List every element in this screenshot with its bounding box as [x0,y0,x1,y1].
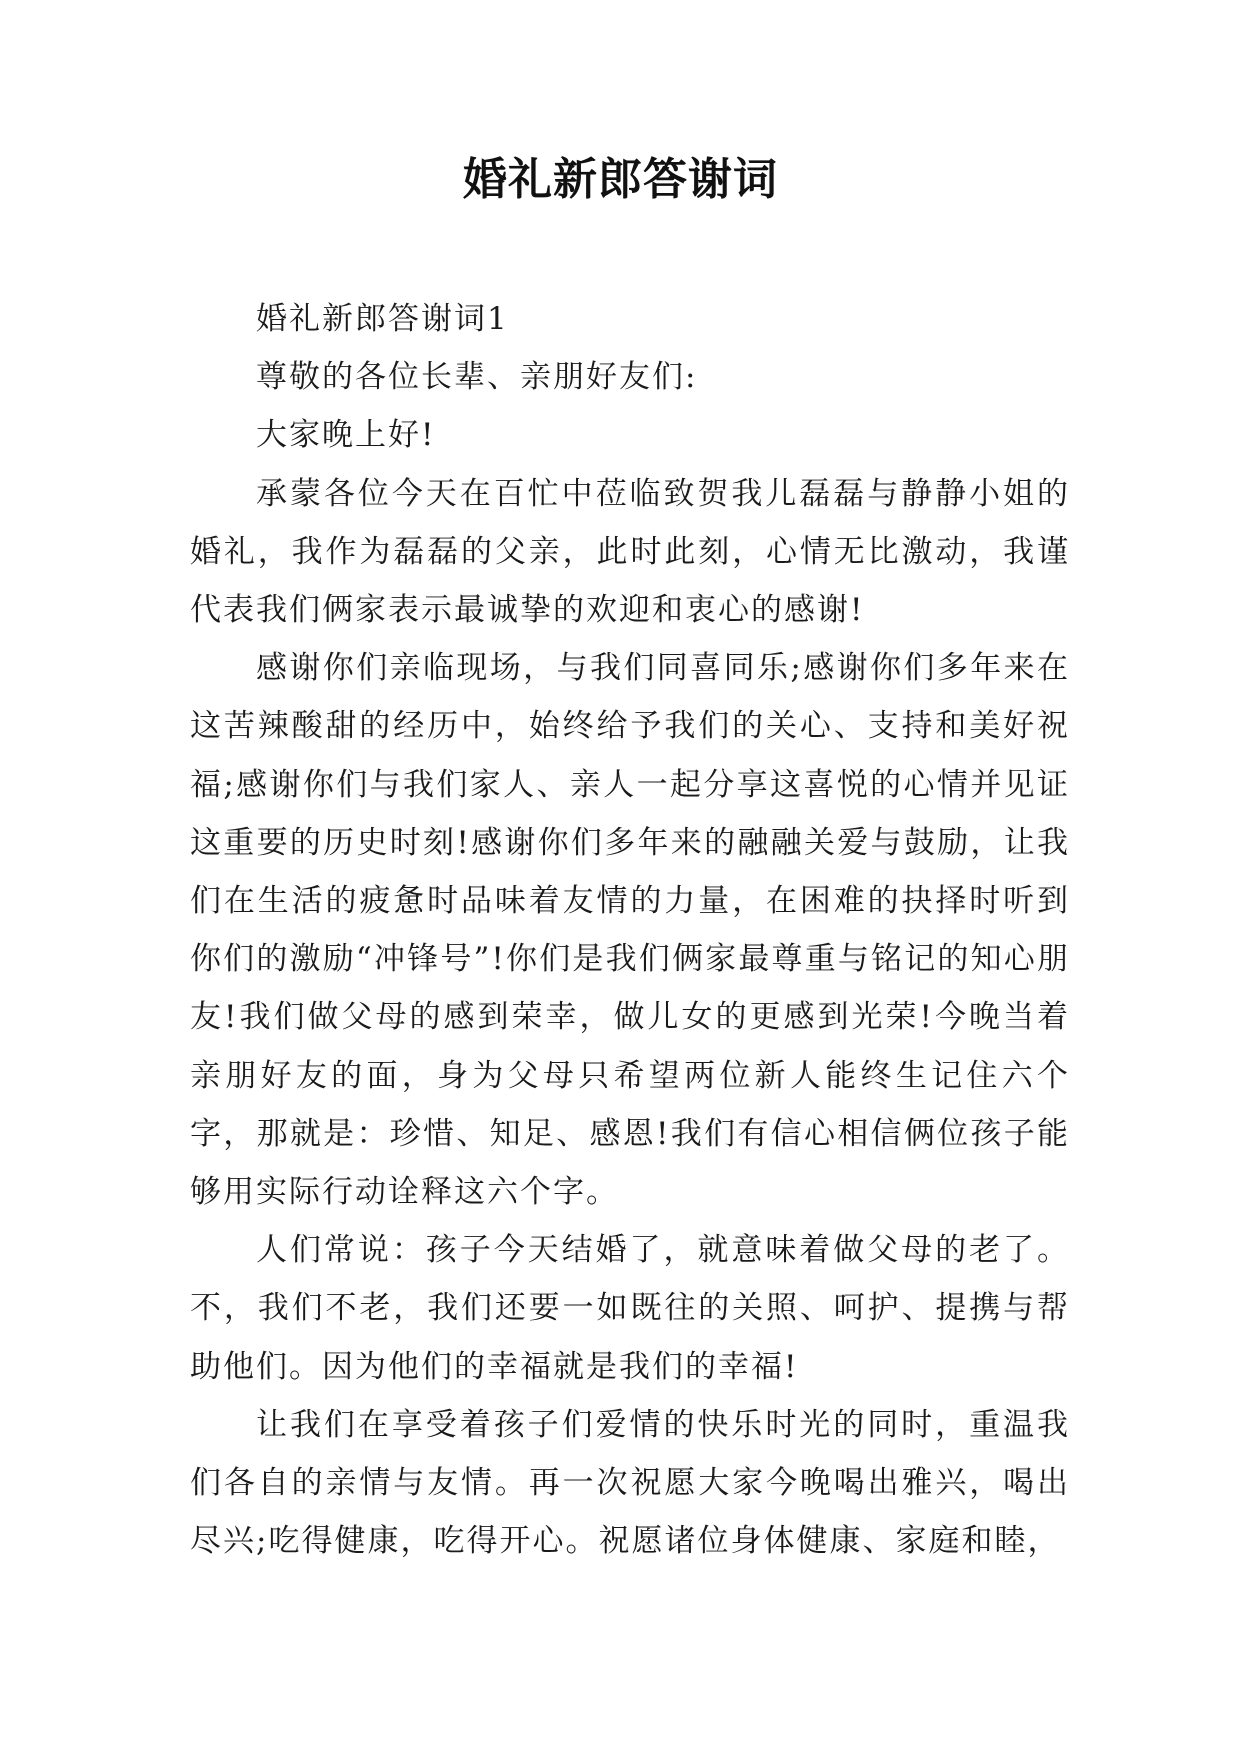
greeting: 大家晚上好! [256,417,436,454]
body-paragraph: 感谢你们亲临现场，与我们同喜同乐;感谢你们多年来在这苦辣酸甜的经历中，始终给予我们的关心、支持和美好祝福;感谢你们与我们家人、亲人一起分享这喜悦的心情并见证这重要的历史时刻!感谢你们多年来的融融关爱与鼓励，让我们在生活的疲惫时品味着友情的力量，在困难的抉择时听到你们的激励“冲锋号”!你们是我们俩家最尊重与铭记的知心朋友!我们做父母的感到荣幸，做儿女的更感到光荣!今晚当着亲朋好友的面，身为父母只希望两位新人能终生记住六个字，那就是：珍惜、知足、感恩!我们有信心相信俩位孩子能够用实际行动诠释这六个字。 [190,650,1070,1211]
body-paragraph: 承蒙各位今天在百忙中莅临致贺我儿磊磊与静静小姐的婚礼，我作为磊磊的父亲，此时此刻，心情无比激动，我谨代表我们俩家表示最诚挚的欢迎和衷心的感谢! [190,475,1070,629]
salutation: 尊敬的各位长辈、亲朋好友们: [256,359,698,396]
body-paragraph: 人们常说：孩子今天结婚了，就意味着做父母的老了。不，我们不老，我们还要一如既往的关照、呵护、提携与帮助他们。因为他们的幸福就是我们的幸福! [190,1232,1070,1385]
document-title: 婚礼新郎答谢词 [463,154,778,205]
document-body [190,290,1070,1570]
section-heading: 婚礼新郎答谢词1 [256,301,509,337]
body-paragraph: 让我们在享受着孩子们爱情的快乐时光的同时，重温我们各自的亲情与友情。再一次祝愿大家今晚喝出雅兴，喝出尽兴;吃得健康，吃得开心。祝愿诸位身体健康、家庭和睦， [190,1406,1070,1560]
